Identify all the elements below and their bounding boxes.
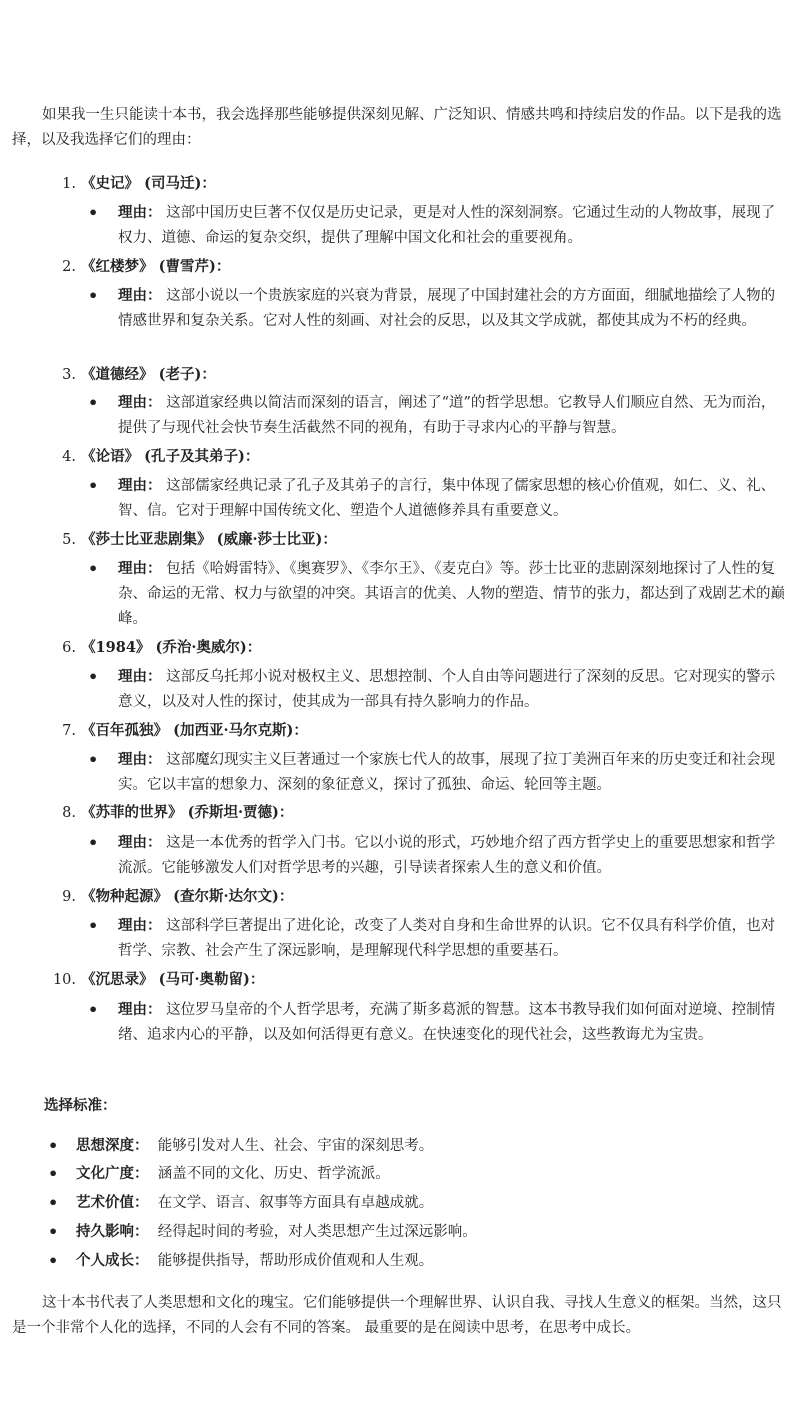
reason-label: 理由： [118, 477, 162, 494]
book-name: 《道德经》 [81, 366, 154, 383]
book-name: 《苏菲的世界》 [81, 804, 183, 821]
reason-label: 理由： [118, 560, 162, 577]
book-name: 《沉思录》 [81, 971, 154, 988]
book-title-8 [48, 800, 293, 826]
reason-text: 这部小说以一个贵族家庭的兴衰为背景，展现了中国封建社会的方方面面，细腻地描绘了人物的情感世界和复杂关系。它对人性的刻画、对社会的反思，以及其文学成就，都使其成为不朽的经典。 [118, 288, 776, 329]
book-number: 1. [62, 176, 76, 192]
book-title-6 [48, 635, 261, 661]
book-author: (乔治·奥威尔)： [155, 639, 262, 656]
reason-text: 这部儒家经典记录了孔子及其弟子的言行，集中体现了儒家思想的核心价值观，如仁、义、礼、智、信。它对于理解中国传统文化、塑造个人道德修养具有重要意义。 [118, 478, 776, 519]
book-reason-9 [88, 913, 786, 964]
reason-text: 这部中国历史巨著不仅仅是历史记录，更是对人性的深刻洞察。它通过生动的人物故事，展现了权力、道德、命运的复杂交织，提供了理解中国文化和社会的重要视角。 [118, 205, 776, 246]
book-author: (查尔斯·达尔文)： [173, 888, 294, 905]
book-reason-2 [88, 283, 786, 334]
criteria-label: 思想深度： [76, 1137, 149, 1154]
book-number: 10. [52, 972, 76, 988]
book-reason-1 [88, 200, 786, 251]
criteria-item-5 [48, 1248, 434, 1274]
book-reason-8 [88, 830, 786, 881]
reason-label: 理由： [118, 287, 162, 304]
book-number: 9. [62, 889, 76, 905]
bullet-icon: • [88, 833, 99, 852]
book-name: 《莎士比亚悲剧集》 [81, 531, 212, 548]
bullet-icon: • [48, 1136, 59, 1155]
bullet-icon: • [88, 559, 99, 578]
book-author: (曹雪芹)： [158, 258, 231, 275]
book-number: 6. [62, 640, 76, 656]
book-name: 《红楼梦》 [81, 258, 154, 275]
criteria-label: 艺术价值： [76, 1194, 149, 1211]
book-name: 《1984》 [81, 639, 151, 656]
reason-label: 理由： [118, 204, 162, 221]
reason-text: 这部科学巨著提出了进化论，改变了人类对自身和生命世界的认识。它不仅具有科学价值，也对哲学、宗教、社会产生了深远影响，是理解现代科学思想的重要基石。 [118, 918, 776, 959]
book-reason-4 [88, 473, 786, 524]
criteria-text: 在文学、语言、叙事等方面具有卓越成就。 [157, 1195, 434, 1211]
book-reason-10 [88, 997, 786, 1048]
criteria-text: 经得起时间的考验，对人类思想产生过深远影响。 [157, 1224, 477, 1240]
bullet-icon: • [48, 1251, 59, 1270]
bullet-icon: • [88, 667, 99, 686]
book-author: (乔斯坦·贾德)： [187, 804, 294, 821]
book-author: (老子)： [158, 366, 216, 383]
intro-paragraph: 如果我一生只能读十本书，我会选择那些能够提供深刻见解、广泛知识、情感共鸣和持续启发的作品。以下是我的选择，以及我选择它们的理由： [12, 107, 782, 148]
bullet-icon: • [48, 1164, 59, 1183]
bullet-icon: • [48, 1222, 59, 1241]
book-reason-7 [88, 747, 786, 798]
reason-text: 包括《哈姆雷特》、《奥赛罗》、《李尔王》、《麦克白》等。莎士比亚的悲剧深刻地探讨了人性的复杂、命运的无常、权力与欲望的冲突。其语言的优美、人物的塑造、情节的张力，都达到了戏剧艺术的巅峰。 [118, 561, 785, 627]
book-name: 《史记》 [81, 175, 140, 192]
book-name: 《物种起源》 [81, 888, 169, 905]
book-author: (加西亚·马尔克斯)： [173, 722, 308, 739]
reason-text: 这部道家经典以简洁而深刻的语言，阐述了“道”的哲学思想。它教导人们顺应自然、无为而治，提供了与现代社会快节奏生活截然不同的视角，有助于寻求内心的平静与智慧。 [118, 395, 776, 436]
book-title-10 [48, 967, 264, 993]
book-number: 2. [62, 259, 76, 275]
book-author: (孔子及其弟子)： [144, 448, 260, 465]
reason-label: 理由： [118, 917, 162, 934]
book-title-9 [48, 884, 293, 910]
criteria-text: 能够提供指导，帮助形成价值观和人生观。 [157, 1253, 434, 1269]
book-title-5 [48, 527, 337, 553]
reason-text: 这部魔幻现实主义巨著通过一个家族七代人的故事，展现了拉丁美洲百年来的历史变迁和社会现实。它以丰富的想象力、深刻的象征意义，探讨了孤独、命运、轮回等主题。 [118, 752, 776, 793]
book-number: 4. [62, 449, 76, 465]
criteria-label: 个人成长： [76, 1252, 149, 1269]
criteria-label: 持久影响： [76, 1223, 149, 1240]
book-number: 5. [62, 532, 76, 548]
reason-label: 理由： [118, 834, 162, 851]
book-author: (马可·奥勒留)： [158, 971, 265, 988]
criteria-text: 涵盖不同的文化、历史、哲学流派。 [157, 1166, 390, 1182]
book-reason-3 [88, 390, 786, 441]
criteria-label: 文化广度： [76, 1165, 149, 1182]
book-title-7 [48, 718, 308, 744]
book-number: 8. [62, 805, 76, 821]
book-name: 《论语》 [81, 448, 140, 465]
bullet-icon: • [88, 476, 99, 495]
bullet-icon: • [88, 916, 99, 935]
book-reason-6 [88, 664, 786, 715]
criteria-text: 能够引发对人生、社会、宇宙的深刻思考。 [157, 1138, 434, 1154]
bullet-icon: • [88, 1000, 99, 1019]
bullet-icon: • [88, 750, 99, 769]
bullet-icon: • [88, 393, 99, 412]
criteria-item-2 [48, 1161, 390, 1187]
reason-text: 这部反乌托邦小说对极权主义、思想控制、个人自由等问题进行了深刻的反思。它对现实的警示意义，以及对人性的探讨，使其成为一部具有持久影响力的作品。 [118, 669, 776, 710]
book-title-2 [48, 254, 230, 280]
book-name: 《百年孤独》 [81, 722, 169, 739]
book-title-3 [48, 362, 216, 388]
conclusion-paragraph: 这十本书代表了人类思想和文化的瑰宝。它们能够提供一个理解世界、认识自我、寻找人生意义的框架。当然，这只是一个非常个人化的选择，不同的人会有不同的答案。 最重要的是在阅读中思考，在思考中成长。 [12, 1295, 782, 1336]
criteria-item-3 [48, 1190, 434, 1216]
criteria-item-1 [48, 1133, 434, 1159]
reason-text: 这是一本优秀的哲学入门书。它以小说的形式，巧妙地介绍了西方哲学史上的重要思想家和哲学流派。它能够激发人们对哲学思考的兴趣，引导读者探索人生的意义和价值。 [118, 835, 776, 876]
reason-label: 理由： [118, 1001, 162, 1018]
criteria-item-4 [48, 1219, 477, 1245]
bullet-icon: • [88, 286, 99, 305]
bullet-icon: • [88, 203, 99, 222]
reason-label: 理由： [118, 394, 162, 411]
book-number: 7. [62, 723, 76, 739]
reason-label: 理由： [118, 668, 162, 685]
book-author: (司马迁)： [144, 175, 216, 192]
reason-text: 这位罗马皇帝的个人哲学思考，充满了斯多葛派的智慧。这本书教导我们如何面对逆境、控制情绪、追求内心的平静，以及如何活得更有意义。在快速变化的现代社会，这些教诲尤为宝贵。 [118, 1002, 776, 1043]
book-reason-5 [88, 556, 786, 632]
book-number: 3. [62, 367, 76, 383]
book-author: (威廉·莎士比亚)： [216, 531, 337, 548]
book-title-1 [48, 171, 216, 197]
book-title-4 [48, 444, 259, 470]
reason-label: 理由： [118, 751, 162, 768]
criteria-heading: 选择标准： [44, 1097, 117, 1114]
bullet-icon: • [48, 1193, 59, 1212]
